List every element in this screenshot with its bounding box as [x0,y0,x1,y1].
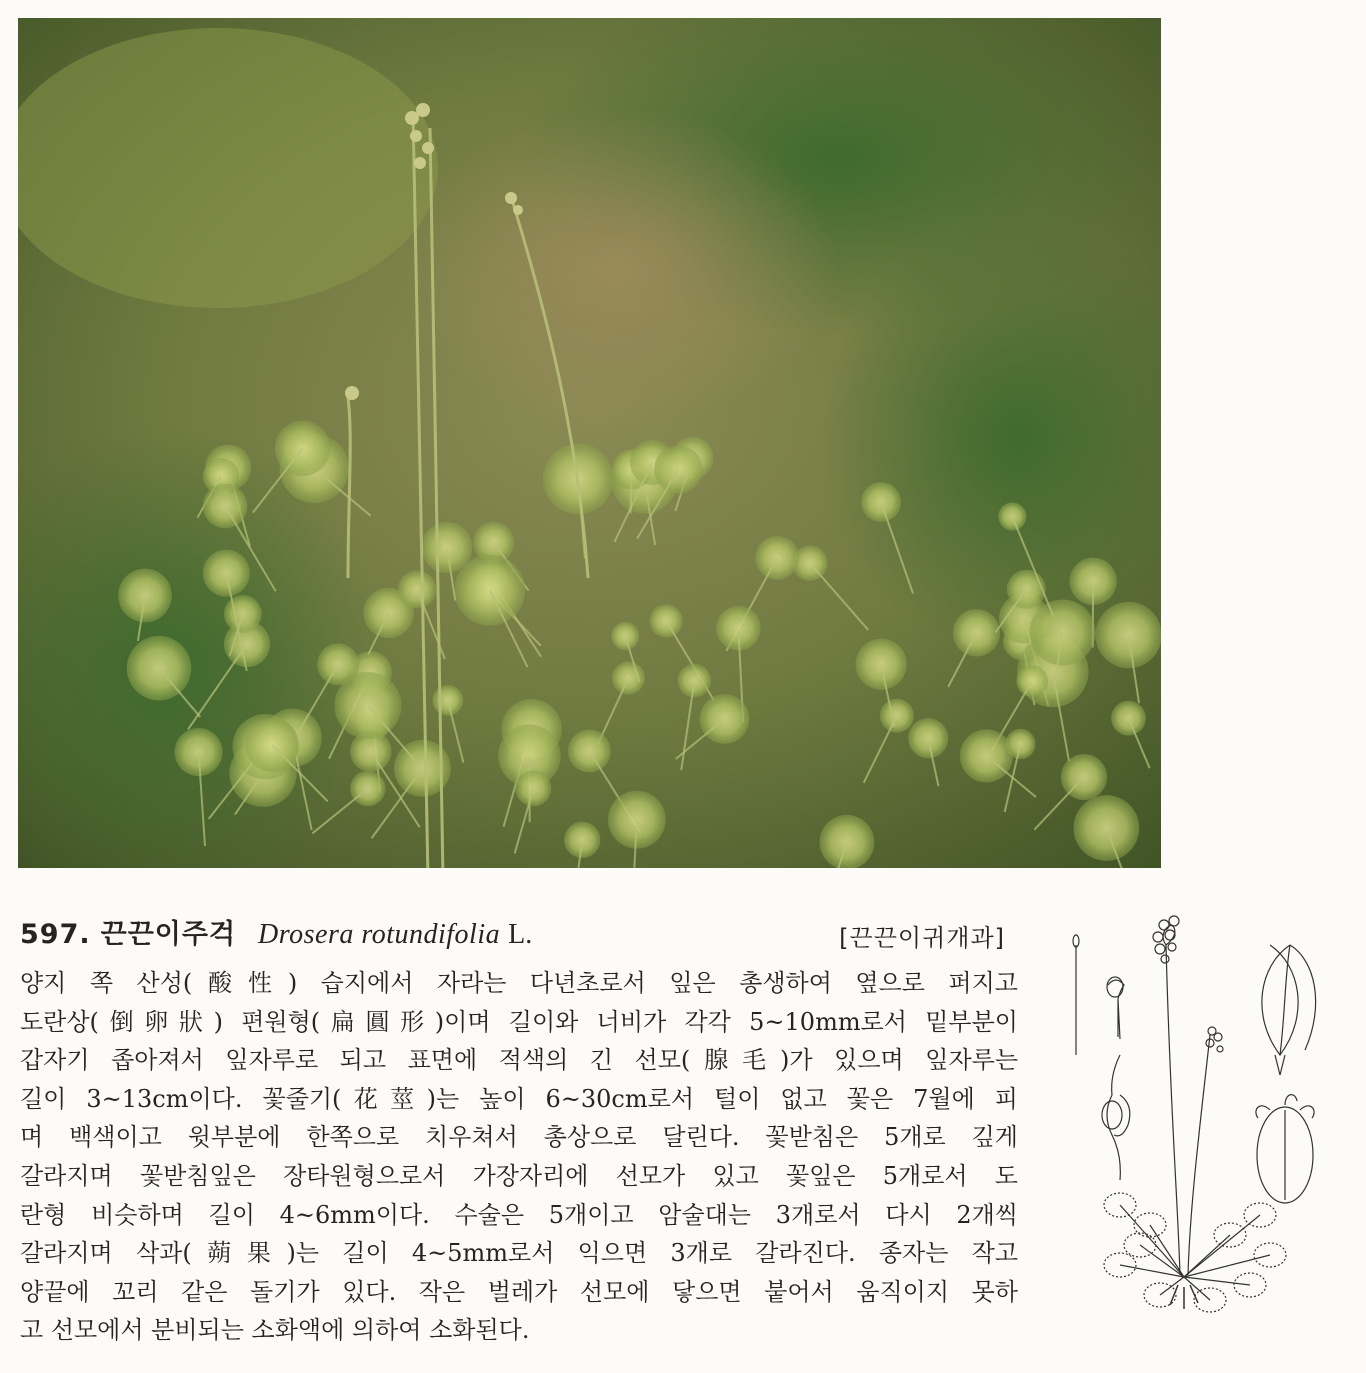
petiole [1184,1277,1250,1285]
botanical-drawing [1060,905,1360,1345]
sundew-leaf [820,815,875,868]
author-abbrev: L. [508,919,533,950]
description [20,964,1018,1350]
flower-detail [1262,945,1316,1075]
korean-name: 끈끈이주걱 [100,919,237,950]
entry-number: 597. [20,919,91,950]
description-line: 양끝에 꼬리 같은 돌기가 있다. 작은 벌레가 선모에 닿으면 붙어서 움직이지 못하 [20,1277,1018,1306]
plant-drawing [1104,916,1286,1312]
stamen-detail [1073,935,1079,1055]
petiole [1140,1245,1184,1277]
description-line: 도란상(倒卵狀) 편원형(扁圓形)이며 길이와 너비가 각각 5~10mm로서 밑부분이 [20,1007,1018,1036]
pistil-detail [1107,977,1124,1039]
description-line: 갈라지며 삭과(蒴果)는 길이 4~5mm로서 익으면 3개로 갈라진다. 종자는 작고 [20,1239,1018,1268]
sundew-leaf [224,595,262,633]
description-line: 고 선모에서 분비되는 소화액에 의하여 소화된다. [20,1316,530,1345]
sundew-leaf [953,609,1000,656]
sundew-photo-illustration [18,18,1161,868]
petiole [1160,1277,1184,1295]
sundew-leaf [998,502,1026,530]
seed-detail [1102,1055,1130,1180]
plant-photo [18,18,1161,868]
sundew-leaf [612,661,645,694]
entry-heading [20,912,1005,956]
family-name: [끈끈이귀개과] [839,924,1005,952]
description-line: 길이 3~13cm이다. 꽃줄기(花莖)는 높이 6~30cm로서 털이 없고 꽃은 7월에 피 [20,1084,1018,1113]
scientific-name: Drosera rotundifolia [258,919,501,950]
sundew-leaf [1095,602,1161,668]
description-line: 며 백색이고 윗부분에 한쪽으로 치우쳐서 총상으로 달린다. 꽃받침은 5개로 깊게 [20,1123,1018,1152]
description-line: 란형 비슷하며 길이 4~6mm이다. 수술은 5개이고 암술대는 3개로서 다시 2개씩 [20,1200,1018,1229]
sundew-leaf [608,791,666,849]
description-line: 갈라지며 꽃받침잎은 장타원형으로서 가장자리에 선모가 있고 꽃잎은 5개로서 도 [20,1161,1018,1190]
capsule-detail [1256,1095,1314,1203]
description-line: 양지 쪽 산성(酸性) 습지에서 자라는 다년초로서 잎은 총생하여 옆으로 퍼지고 [20,969,1018,997]
description-line: 갑자기 좁아져서 잎자루로 되고 표면에 적색의 긴 선모(腺毛)가 있으며 잎자루는 [20,1046,1018,1075]
